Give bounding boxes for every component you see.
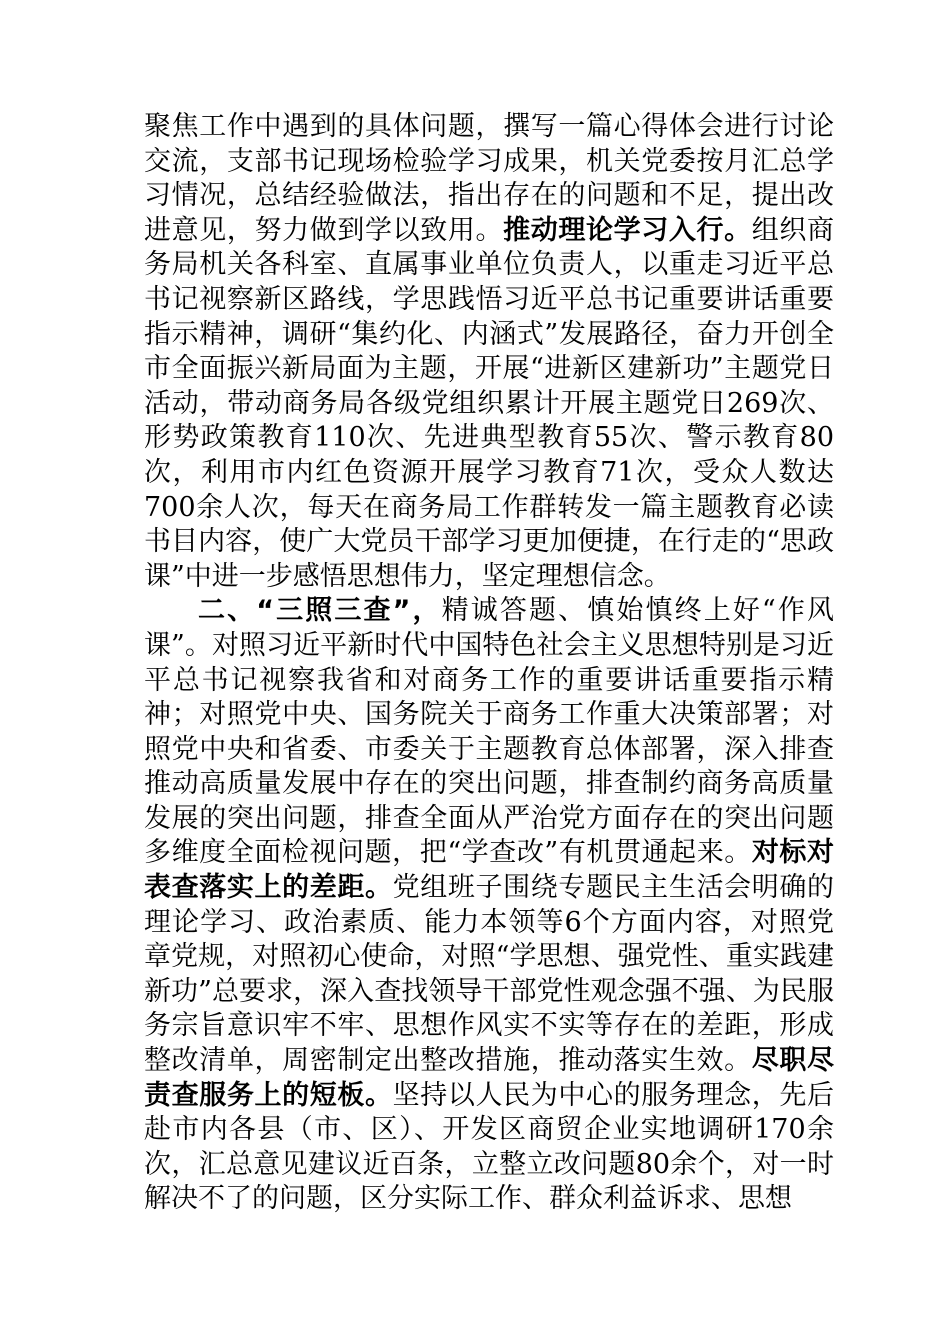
- bold-heading-text: 推动理论学习入行。: [503, 214, 752, 246]
- body-text: 聚焦工作中遇到的具体问题，撰写一篇心得体会进行讨论交流，支部书记现场检验学习成果，机关党委按月汇总学习情况，总结经验做法，指出存在的问题和不足，提出改进意见，努力做到学以致用。: [144, 111, 834, 246]
- paragraph-1: [144, 110, 834, 594]
- section-heading-text: 精诚答题、慎始慎终上好“作风课”。: [144, 595, 834, 661]
- bold-heading-text: 尽职尽责查服务上的短板。: [144, 1045, 834, 1111]
- section-heading-text: 二、“三照三查”，: [198, 595, 442, 627]
- body-text: 对照习近平新时代中国特色社会主义思想特别是习近平总书记视察我省和对商务工作的重要讲话重要指示精神；对照党中央、国务院关于商务工作重大决策部署；对照党中央和省委、市委关于主题教育总体部署，深入排查推动高质量发展中存在的突出问题，排查制约商务高质量发展的突出问题，排查全面从严治党方面存在的突出问题多维度全面检视问题，把“学查改”有机贯通起来。: [144, 629, 834, 869]
- document-page: [144, 110, 834, 1217]
- bold-heading-text: 对标对表查落实上的差距。: [144, 837, 835, 904]
- body-text: 党组班子围绕专题民主生活会明确的理论学习、政治素质、能力本领等6个方面内容，对照党章党规，对照初心使命，对照“学思想、强党性、重实践建新功”总要求，深入查找领导干部党性观念强不强、为民服务宗旨意识牢不牢、思想作风实不实等存在的差距，形成整改清单，周密制定出整改措施，推动落实生效。: [144, 872, 834, 1077]
- body-text: 组织商务局机关各科室、直属事业单位负责人，以重走习近平总书记视察新区路线，学思践悟习近平总书记重要讲话重要指示精神，调研“集约化、内涵式”发展路径，奋力开创全市全面振兴新局面为主题，开展“进新区建新功”主题党日活动，带动商务局各级党组织累计开展主题党日269次、形势政策教育110次、先进典型教育55次、警示教育80次，利用市内红色资源开展学习教育71次，受众人数达700余人次，每天在商务局工作群转发一篇主题教育必读书目内容，使广大党员干部学习更加便捷，在行走的“思政课”中进一步感悟思想伟力，坚定理想信念。: [144, 214, 834, 592]
- paragraph-2: [144, 594, 834, 1217]
- body-text: 坚持以人民为中心的服务理念，先后赴市内各县（市、区）、开发区商贸企业实地调研170余次，汇总意见建议近百条，立整立改问题80余个，对一时解决不了的问题，区分实际工作、群众利益诉求、思想: [144, 1079, 834, 1215]
